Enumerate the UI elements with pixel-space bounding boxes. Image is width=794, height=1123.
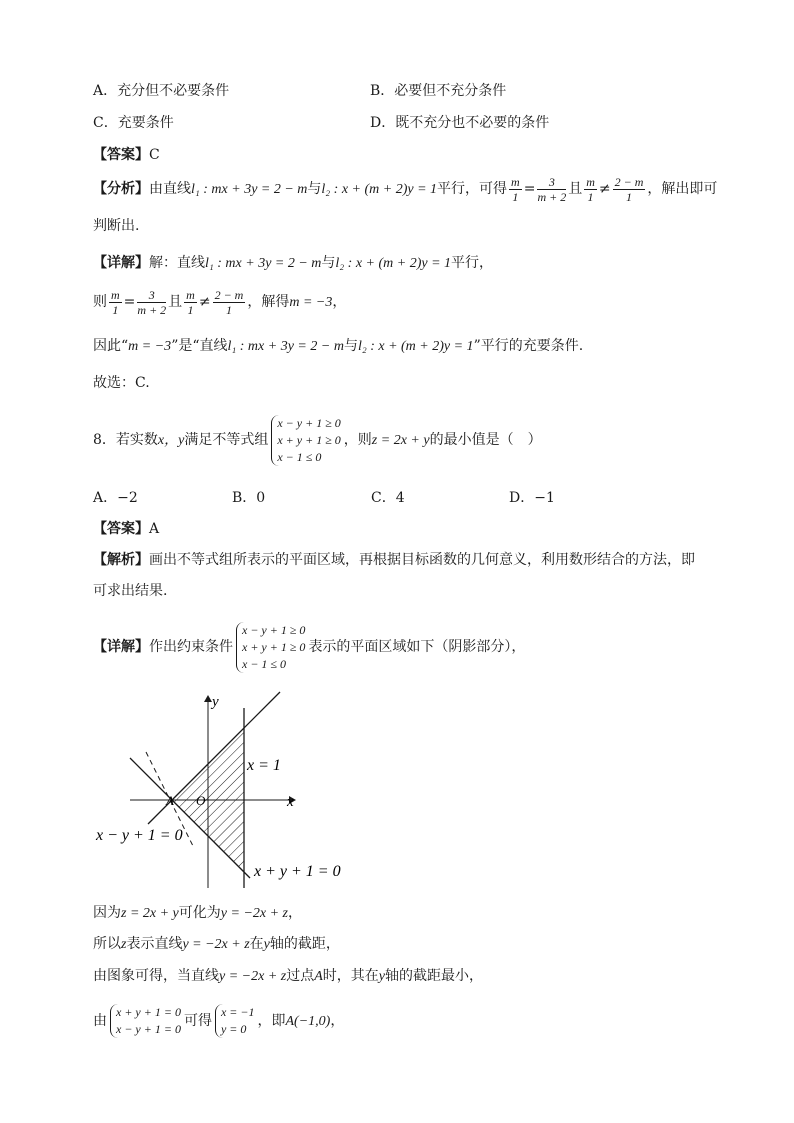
equation: x + y + 1 = 0 — [116, 1005, 181, 1019]
detail-text: 轴的截距， — [269, 936, 340, 952]
detail-text: 平行， — [451, 255, 494, 271]
detail-8-line-c — [93, 966, 483, 987]
fraction — [584, 175, 597, 204]
origin-label: O — [196, 793, 206, 808]
fraction-den: 1 — [187, 302, 194, 317]
option-8d: D．−1 — [509, 490, 555, 506]
inequality: x − y + 1 ≥ 0 — [277, 415, 341, 430]
question-text: ，则 — [343, 432, 372, 448]
math-l2: l₂ : x + (m + 2)y = 1 — [321, 182, 438, 197]
detail-7-line1 — [93, 253, 493, 274]
inequality: x − y + 1 ≥ 0 — [242, 622, 306, 637]
math-expr: y = −2x + z — [182, 937, 250, 952]
detail-text: ”平行的充要条件. — [473, 338, 584, 354]
math-expr: z = 2x + y — [121, 906, 179, 921]
equation: x = −1 — [220, 1005, 255, 1019]
math-l2: l₂ : x + (m + 2)y = 1 — [335, 256, 452, 271]
inequality: x − 1 ≤ 0 — [277, 449, 322, 464]
fraction-num: 3 — [137, 288, 166, 303]
analysis-7-line1 — [93, 172, 717, 207]
option-7c: C．充要条件 — [93, 115, 174, 131]
math-op: ≠ — [598, 181, 611, 197]
x-axis-label: x — [287, 794, 294, 810]
math-l1: l₁ : mx + 3y = 2 − m — [205, 256, 322, 271]
detail-text: ，即 — [257, 1013, 286, 1029]
analysis-tag: 【分析】 — [93, 181, 149, 197]
question-text: 满足不等式组 — [184, 432, 269, 448]
analysis-text: 平行，可得 — [437, 181, 508, 197]
detail-text: 因此“ — [93, 338, 129, 354]
math-expr: y = −2x + z — [220, 906, 288, 921]
question-text: 8．若实数 — [93, 432, 158, 448]
fraction — [109, 288, 122, 317]
analysis-8-line2: 可求出结果. — [93, 583, 168, 599]
math-expr: y — [263, 937, 270, 952]
answer-value: C — [149, 147, 160, 163]
fraction — [509, 175, 522, 204]
detail-text: 与 — [321, 255, 336, 271]
detail-8-line-b — [93, 934, 340, 955]
detail-text: ， — [332, 294, 347, 310]
fraction-den: 1 — [112, 302, 119, 317]
analysis-text: 画出不等式组所表示的平面区域，再根据目标函数的几何意义，利用数形结合的方法，即 — [149, 552, 695, 568]
detail-tag: 【详解】 — [93, 639, 149, 655]
answer-8 — [93, 519, 159, 539]
label-line-l2: x + y + 1 = 0 — [254, 863, 341, 880]
detail-text: 由 — [93, 1013, 107, 1029]
math-objective: z = 2x + y — [371, 433, 430, 448]
fraction-den: 1 — [587, 189, 594, 204]
detail-text: 在 — [249, 936, 264, 952]
detail-text: ， — [288, 905, 302, 921]
inequality: x − 1 ≤ 0 — [242, 656, 287, 671]
detail-text: 由图象可得，当直线 — [93, 968, 219, 984]
fraction-num: m — [586, 174, 595, 189]
detail-8-line-a — [93, 903, 302, 924]
option-8c: C．4 — [371, 490, 405, 506]
math-op: = — [123, 294, 136, 310]
math-l1: l₁ : mx + 3y = 2 − m — [191, 182, 308, 197]
fraction-den: 1 — [225, 302, 232, 317]
detail-text: 所以 — [93, 936, 121, 952]
detail-text: 解：直线 — [149, 255, 205, 271]
inequality: x + y + 1 ≥ 0 — [277, 432, 341, 447]
math-expr: A(−1,0) — [285, 1014, 331, 1029]
fraction-num: m — [511, 174, 520, 189]
analysis-text: 与 — [307, 181, 322, 197]
answer-7 — [93, 145, 160, 165]
detail-text: 则 — [93, 294, 107, 310]
equation: x − y + 1 = 0 — [116, 1022, 181, 1036]
detail-7-line3 — [93, 336, 583, 357]
detail-text: 轴的截距最小， — [385, 968, 483, 984]
math-expr: y = −2x + z — [219, 969, 287, 984]
point-a-label: A — [166, 793, 174, 808]
fraction — [184, 288, 197, 317]
analysis-tag: 【解析】 — [93, 552, 149, 568]
question-8 — [93, 410, 542, 471]
detail-text: 表示直线 — [126, 936, 183, 952]
option-7d: D．既不充分也不必要的条件 — [370, 115, 550, 131]
math-op: = — [523, 181, 536, 197]
inequality: x + y + 1 ≥ 0 — [242, 639, 306, 654]
fraction-num: 2 − m — [614, 174, 644, 189]
math-result: m = −3 — [289, 295, 333, 310]
inequality-system — [271, 415, 340, 466]
math-expr: z — [121, 937, 127, 952]
fraction — [137, 288, 166, 317]
answer-tag: 【答案】 — [93, 147, 149, 163]
math-expr: y — [378, 969, 385, 984]
detail-text: ，解得 — [247, 294, 290, 310]
detail-text: 可得 — [183, 1013, 212, 1029]
detail-tag: 【详解】 — [93, 255, 149, 271]
equation-system — [110, 1004, 181, 1038]
detail-8-line1 — [93, 617, 525, 677]
answer-tag: 【答案】 — [93, 521, 149, 537]
fraction — [613, 175, 646, 204]
detail-text: 因为 — [93, 905, 121, 921]
math-result: m = −3 — [128, 339, 172, 354]
math-op: ≠ — [198, 294, 211, 310]
math-vars: x，y — [157, 433, 185, 448]
fraction — [213, 288, 246, 317]
analysis-8-line1 — [93, 550, 695, 570]
fraction-num: m — [111, 287, 120, 302]
answer-value: A — [149, 521, 160, 537]
detail-text: ”是“直线 — [171, 338, 228, 354]
math-l2: l₂ : x + (m + 2)y = 1 — [357, 339, 474, 354]
detail-text: 作出约束条件 — [149, 639, 233, 655]
detail-text: ， — [330, 1013, 345, 1029]
fraction-den: 1 — [626, 189, 632, 204]
analysis-text: 且 — [568, 181, 583, 197]
analysis-7-line2: 判断出. — [93, 218, 140, 234]
option-7a: A．充分但不必要条件 — [93, 83, 230, 99]
detail-text: 可化为 — [178, 905, 221, 921]
fraction-num: 2 − m — [214, 287, 244, 302]
option-8a: A．−2 — [93, 490, 138, 506]
detail-7-choose: 故选：C. — [93, 375, 150, 391]
question-text: 的最小值是（ ） — [429, 432, 542, 448]
math-l1: l₁ : mx + 3y = 2 − m — [227, 339, 344, 354]
analysis-text: 由直线 — [149, 181, 191, 197]
fraction-den: m + 2 — [137, 302, 167, 317]
detail-8-line-d — [93, 998, 344, 1045]
equation: y = 0 — [220, 1022, 247, 1036]
fraction-num: 3 — [537, 175, 566, 190]
fraction — [537, 175, 566, 204]
analysis-text: ，解出即可 — [647, 181, 718, 197]
fraction-den: m + 2 — [537, 189, 567, 204]
y-axis-label: y — [212, 694, 219, 710]
feasible-region-figure — [90, 688, 360, 893]
detail-text: 与 — [343, 338, 358, 354]
label-line-l1: x − y + 1 = 0 — [96, 827, 183, 844]
detail-text: 且 — [168, 294, 183, 310]
label-x-eq-1: x = 1 — [247, 757, 281, 774]
solution-system — [215, 1004, 255, 1038]
math-expr: A — [314, 969, 323, 984]
option-8b: B．0 — [232, 490, 266, 506]
detail-7-line2 — [93, 285, 346, 320]
option-7b: B．必要但不充分条件 — [370, 83, 507, 99]
detail-text: 时，其在 — [322, 968, 379, 984]
fraction-den: 1 — [512, 189, 519, 204]
detail-text: 过点 — [286, 968, 315, 984]
inequality-system — [236, 622, 305, 673]
fraction-num: m — [186, 287, 195, 302]
detail-text: 表示的平面区域如下（阴影部分）， — [308, 639, 526, 655]
